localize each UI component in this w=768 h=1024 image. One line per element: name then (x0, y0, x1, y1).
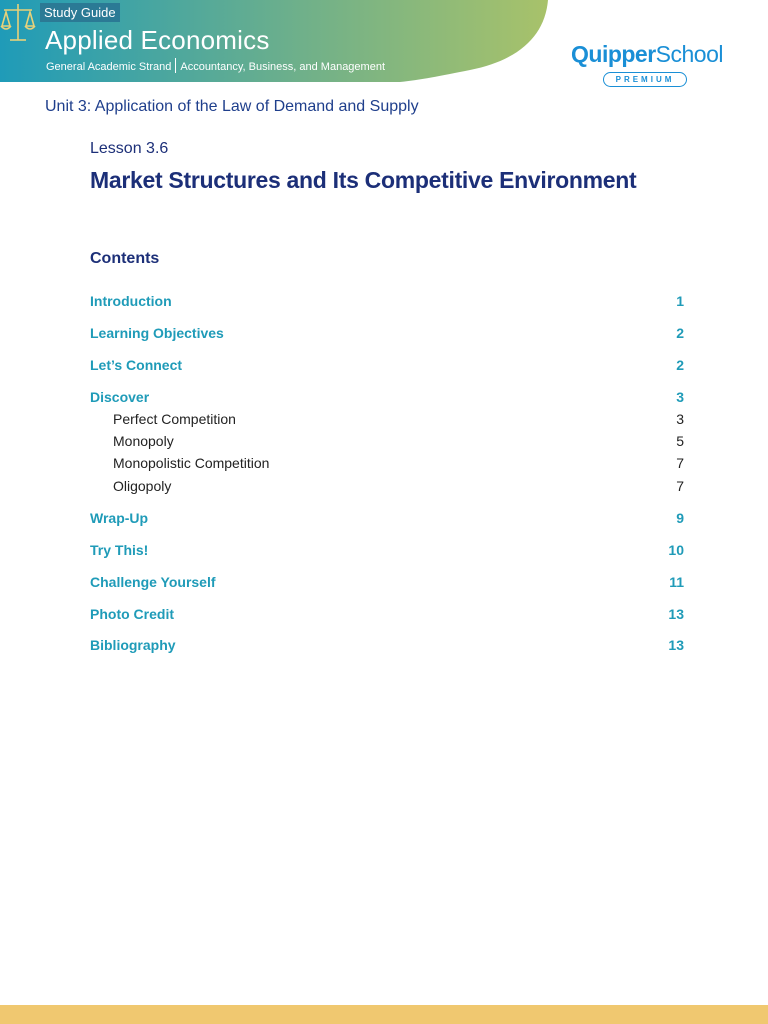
toc-entry-label[interactable]: Let’s Connect (90, 357, 183, 373)
toc-subentry-perfect-competition[interactable] (90, 409, 684, 429)
toc-subentry-page[interactable]: 7 (676, 455, 684, 471)
toc-entry-label[interactable]: Introduction (90, 293, 172, 309)
brand-quipper: Quipper (571, 41, 656, 67)
toc-entry-lets-connect[interactable] (90, 355, 684, 375)
footer-bar (0, 1005, 768, 1024)
toc-entry-learning-objectives[interactable] (90, 323, 684, 343)
toc-entry-discover[interactable] (90, 387, 684, 407)
toc-subentry-monopolistic-competition[interactable] (90, 453, 684, 473)
balance-scale-icon (0, 0, 36, 46)
toc-subentry-label[interactable]: Oligopoly (113, 478, 172, 494)
toc-entry-page[interactable]: 13 (668, 637, 684, 653)
premium-badge: PREMIUM (603, 72, 687, 87)
toc-entry-label[interactable]: Learning Objectives (90, 325, 224, 341)
toc-entry-page[interactable]: 1 (676, 293, 684, 309)
strand-divider (175, 58, 176, 73)
toc-entry-label[interactable]: Challenge Yourself (90, 574, 216, 590)
toc-subentry-oligopoly[interactable] (90, 476, 684, 496)
toc-entry-label[interactable]: Photo Credit (90, 606, 174, 622)
lesson-title: Market Structures and Its Competitive Environment (90, 167, 637, 193)
toc-entry-label[interactable]: Bibliography (90, 637, 176, 653)
toc-subentry-label[interactable]: Monopoly (113, 433, 174, 449)
contents-heading: Contents (90, 250, 160, 267)
brand-name (571, 40, 723, 68)
toc-entry-page[interactable]: 9 (676, 510, 684, 526)
toc-entry-challenge-yourself[interactable] (90, 572, 684, 592)
unit-title: Unit 3: Application of the Law of Demand and Supply (45, 98, 419, 115)
toc-entry-page[interactable]: 2 (676, 325, 684, 341)
toc-entry-page[interactable]: 3 (676, 389, 684, 405)
toc-subentry-page[interactable]: 3 (676, 411, 684, 427)
toc-subentry-monopoly[interactable] (90, 431, 684, 451)
toc-subentry-page[interactable]: 7 (676, 478, 684, 494)
toc-subentry-page[interactable]: 5 (676, 433, 684, 449)
toc-entry-try-this[interactable] (90, 540, 684, 560)
toc-entry-bibliography[interactable] (90, 635, 684, 655)
toc-entry-wrap-up[interactable] (90, 508, 684, 528)
lesson-number: Lesson 3.6 (90, 140, 169, 157)
strand-line (46, 58, 385, 74)
track-label: Accountancy, Business, and Management (180, 61, 385, 73)
toc-subentry-label[interactable]: Monopolistic Competition (113, 455, 270, 471)
toc-entry-label[interactable]: Try This! (90, 542, 149, 558)
toc-entry-introduction[interactable] (90, 291, 684, 311)
toc-entry-page[interactable]: 13 (668, 606, 684, 622)
toc-subentry-label[interactable]: Perfect Competition (113, 411, 236, 427)
toc-entry-photo-credit[interactable] (90, 604, 684, 624)
strand-label: General Academic Strand (46, 61, 172, 73)
toc-entry-page[interactable]: 10 (668, 542, 684, 558)
toc-entry-label[interactable]: Wrap-Up (90, 510, 149, 526)
brand-school: School (655, 41, 723, 67)
quipper-school-logo (571, 40, 723, 90)
subject-title: Applied Economics (45, 25, 270, 55)
toc-entry-page[interactable]: 2 (676, 357, 684, 373)
toc-entry-page[interactable]: 11 (669, 574, 684, 590)
toc-entry-label[interactable]: Discover (90, 389, 150, 405)
study-guide-tag: Study Guide (40, 3, 120, 22)
